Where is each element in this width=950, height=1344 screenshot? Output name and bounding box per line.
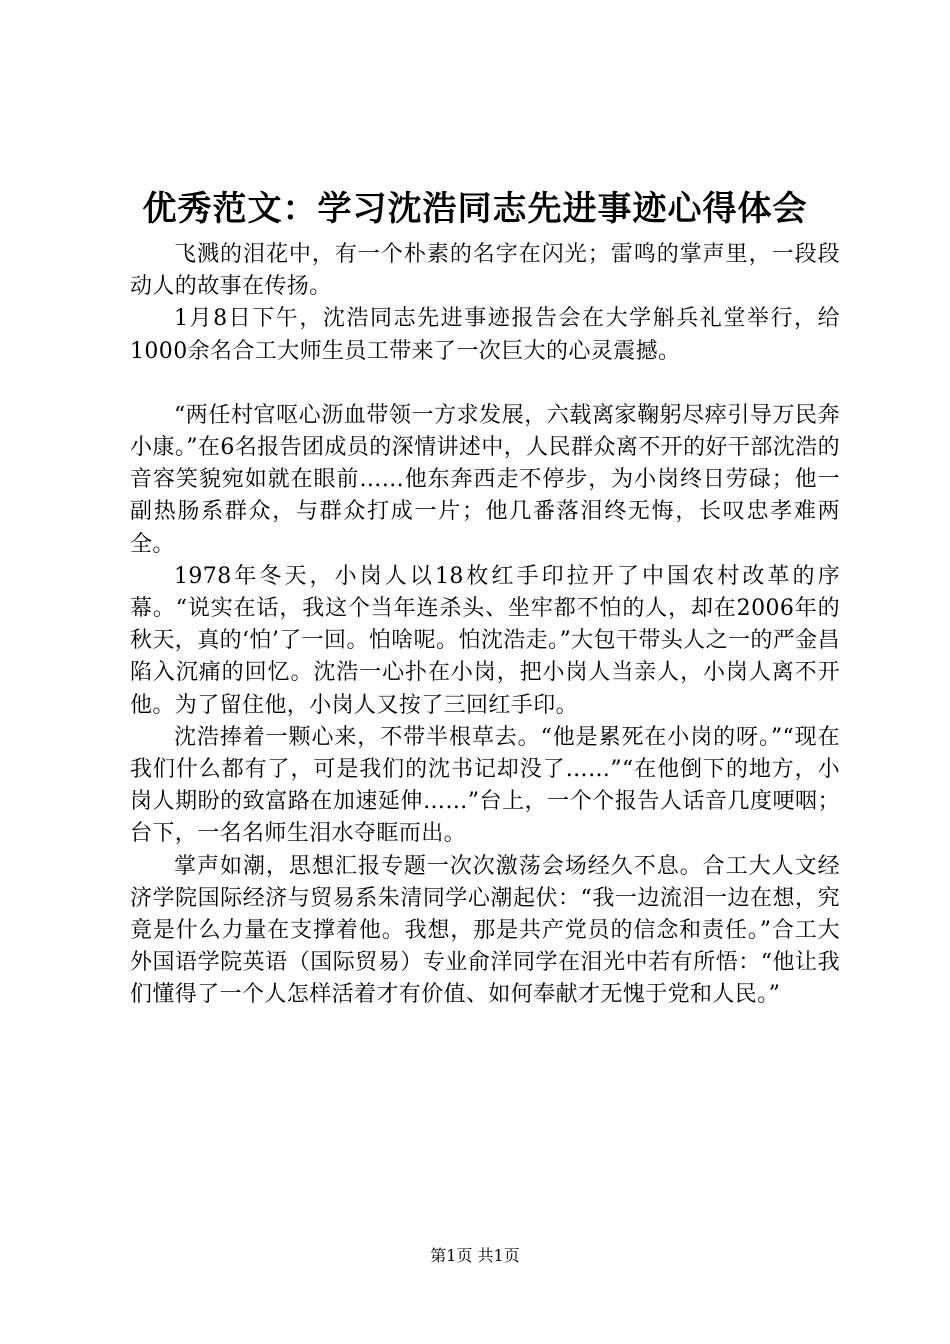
paragraph-2: 1月8日下午，沈浩同志先进事迹报告会在大学斛兵礼堂举行，给1000余名合工大师生员工带来了一次巨大的心灵震撼。 xyxy=(130,306,840,364)
paragraph-3: “两任村官呕心沥血带领一方求发展，六载离家鞠躬尽瘁引导万民奔小康。”在6名报告团成员的深情讲述中，人民群众离不开的好干部沈浩的音容笑貌宛如就在眼前……他东奔西走不停步，为小岗终日劳碌；他一副热肠系群众，与群众打成一片；他几番落泪终无悔，长叹忠孝难两全。 xyxy=(130,402,840,557)
document-body xyxy=(130,239,840,1012)
page-footer: 第1页 共1页 xyxy=(430,1246,520,1265)
paragraph-1: 飞溅的泪花中，有一个朴素的名字在闪光；雷鸣的掌声里，一段段动人的故事在传扬。 xyxy=(130,242,840,300)
document-title: 优秀范文：学习沈浩同志先进事迹心得体会 xyxy=(142,189,808,229)
paragraph-4: 1978年冬天，小岗人以18枚红手印拉开了中国农村改革的序幕。“说实在话，我这个当年连杀头、坐牢都不怕的人，却在2006年的秋天，真的‘怕’了一回。怕啥呢。怕沈浩走。”大包干带头人之一的严金昌陷入沉痛的回忆。沈浩一心扑在小岗，把小岗人当亲人，小岗人离不开他。为了留住他，小岗人又按了三回红手印。 xyxy=(130,563,840,718)
paragraph-6: 掌声如潮，思想汇报专题一次次激荡会场经久不息。合工大人文经济学院国际经济与贸易系朱清同学心潮起伏：“我一边流泪一边在想，究竟是什么力量在支撑着他。我想，那是共产党员的信念和责任。”合工大外国语学院英语（国际贸易）专业俞洋同学在泪光中若有所悟：“他让我们懂得了一个人怎样活着才有价值、如何奉献才无愧于党和人民。” xyxy=(130,853,840,1008)
paragraph-5: 沈浩捧着一颗心来，不带半根草去。“他是累死在小岗的呀。”“现在我们什么都有了，可是我们的沈书记却没了……”“在他倒下的地方，小岗人期盼的致富路在加速延伸……”台上，一个个报告人话音几度哽咽；台下，一名名师生泪水夺眶而出。 xyxy=(130,724,840,847)
